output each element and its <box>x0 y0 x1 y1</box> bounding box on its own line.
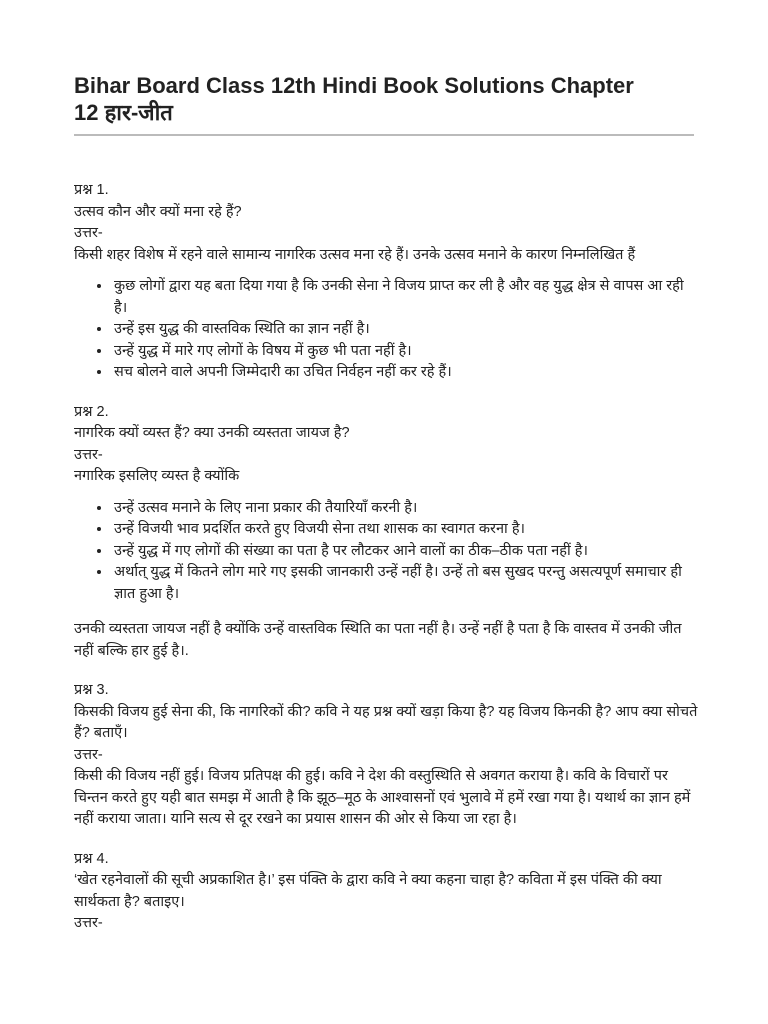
list-item: • कुछ लोगों द्वारा यह बता दिया गया है कि उनकी सेना ने विजय प्राप्त कर ली है और वह युद्ध क्षेत्र से वापस आ रही है। <box>112 276 698 319</box>
question-text: नागरिक क्यों व्यस्त हैं? क्या उनकी व्यस्तता जायज है? <box>74 425 350 441</box>
question-text: उत्सव कौन और क्यों मना रहे हैं? <box>74 203 242 220</box>
question-block-4 <box>74 849 698 935</box>
list-item: • अर्थात् युद्ध में कितने लोग मारे गए इसकी जानकारी उन्हें नहीं है। उन्हें तो बस सुखद परन्तु असत्यपूर्ण समाचार ही ज्ञात हुआ है। <box>112 562 698 605</box>
answer-label: उत्तर- <box>74 225 103 241</box>
question-label: प्रश्न 2. <box>74 403 109 420</box>
question-block-3 <box>74 680 698 831</box>
page-title-line-1: Bihar Board Class 12th Hindi Book Solutions Chapter <box>74 73 634 98</box>
answer-points <box>74 276 698 384</box>
list-item: • उन्हें युद्ध में गए लोगों की संख्या का पता है पर लौटकर आने वालों का ठीक–ठीक पता नहीं है। <box>112 541 698 563</box>
list-item: • उन्हें उत्सव मनाने के लिए नाना प्रकार की तैयारियाँ करनी है। <box>112 498 698 520</box>
list-item: • उन्हें विजयी भाव प्रदर्शित करते हुए विजयी सेना तथा शासक का स्वागत करना है। <box>112 519 698 541</box>
page-title-line-2: 12 हार-जीत <box>74 100 173 125</box>
answer-label: उत्तर- <box>74 915 103 931</box>
question-label: प्रश्न 4. <box>74 850 109 867</box>
answer-label: उत्तर- <box>74 446 103 463</box>
question-block-2 <box>74 402 698 663</box>
page-title <box>74 72 694 126</box>
list-item: • उन्हें युद्ध में मारे गए लोगों के विषय में कुछ भी पता नहीं है। <box>112 341 698 363</box>
title-divider <box>74 134 694 136</box>
answer-text: नगारिक इसलिए व्यस्त है क्योंकि <box>74 468 240 484</box>
answer-text: किसी शहर विशेष में रहने वाले सामान्य नागरिक उत्सव मना रहे हैं। उनके उत्सव मनाने के कारण निम्नलिखित हैं <box>74 246 636 263</box>
question-text: किसकी विजय हुई सेना की, कि नागरिकों की? कवि ने यह प्रश्न क्यों खड़ा किया है? यह विजय किनकी है? आप क्या सोचते हैं? बताएँ। <box>74 703 698 741</box>
list-item: • सच बोलने वाले अपनी जिम्मेदारी का उचित निर्वहन नहीं कर रहे हैं। <box>112 362 698 384</box>
article-body <box>74 180 698 953</box>
answer-conclusion: उनकी व्यस्तता जायज नहीं है क्योंकि उन्हें वास्तविक स्थिति का पता नहीं है। उन्हें नहीं है पता है कि वास्तव में उनकी जीत नहीं बल्कि हार हुई है।. <box>74 621 682 659</box>
list-item: • उन्हें इस युद्ध की वास्तविक स्थिति का ज्ञान नहीं है। <box>112 319 698 341</box>
question-label: प्रश्न 1. <box>74 182 109 198</box>
answer-points <box>74 498 698 606</box>
answer-label: उत्तर- <box>74 746 103 763</box>
question-block-1 <box>74 180 698 384</box>
answer-text: किसी की विजय नहीं हुई। विजय प्रतिपक्ष की हुई। कवि ने देश की वस्तुस्थिति से अवगत कराया है। कवि के विचारों पर चिन्तन करते हुए यही बात समझ में आती है कि झूठ–मूठ के आश्वासनों एवं भुलावे में हमें रखा गया है। यथार्थ का ज्ञान हमें नहीं कराया जाता। यानि सत्य से दूर रखने का प्रयास शासन की ओर से किया जा रहा है। <box>74 768 691 827</box>
question-label: प्रश्न 3. <box>74 682 109 698</box>
question-text: ‘खेत रहनेवालों की सूची अप्रकाशित है।’ इस पंक्ति के द्वारा कवि ने क्या कहना चाहा है? कविता में इस पंक्ति की क्या सार्थकता है? बताइए। <box>74 872 662 910</box>
